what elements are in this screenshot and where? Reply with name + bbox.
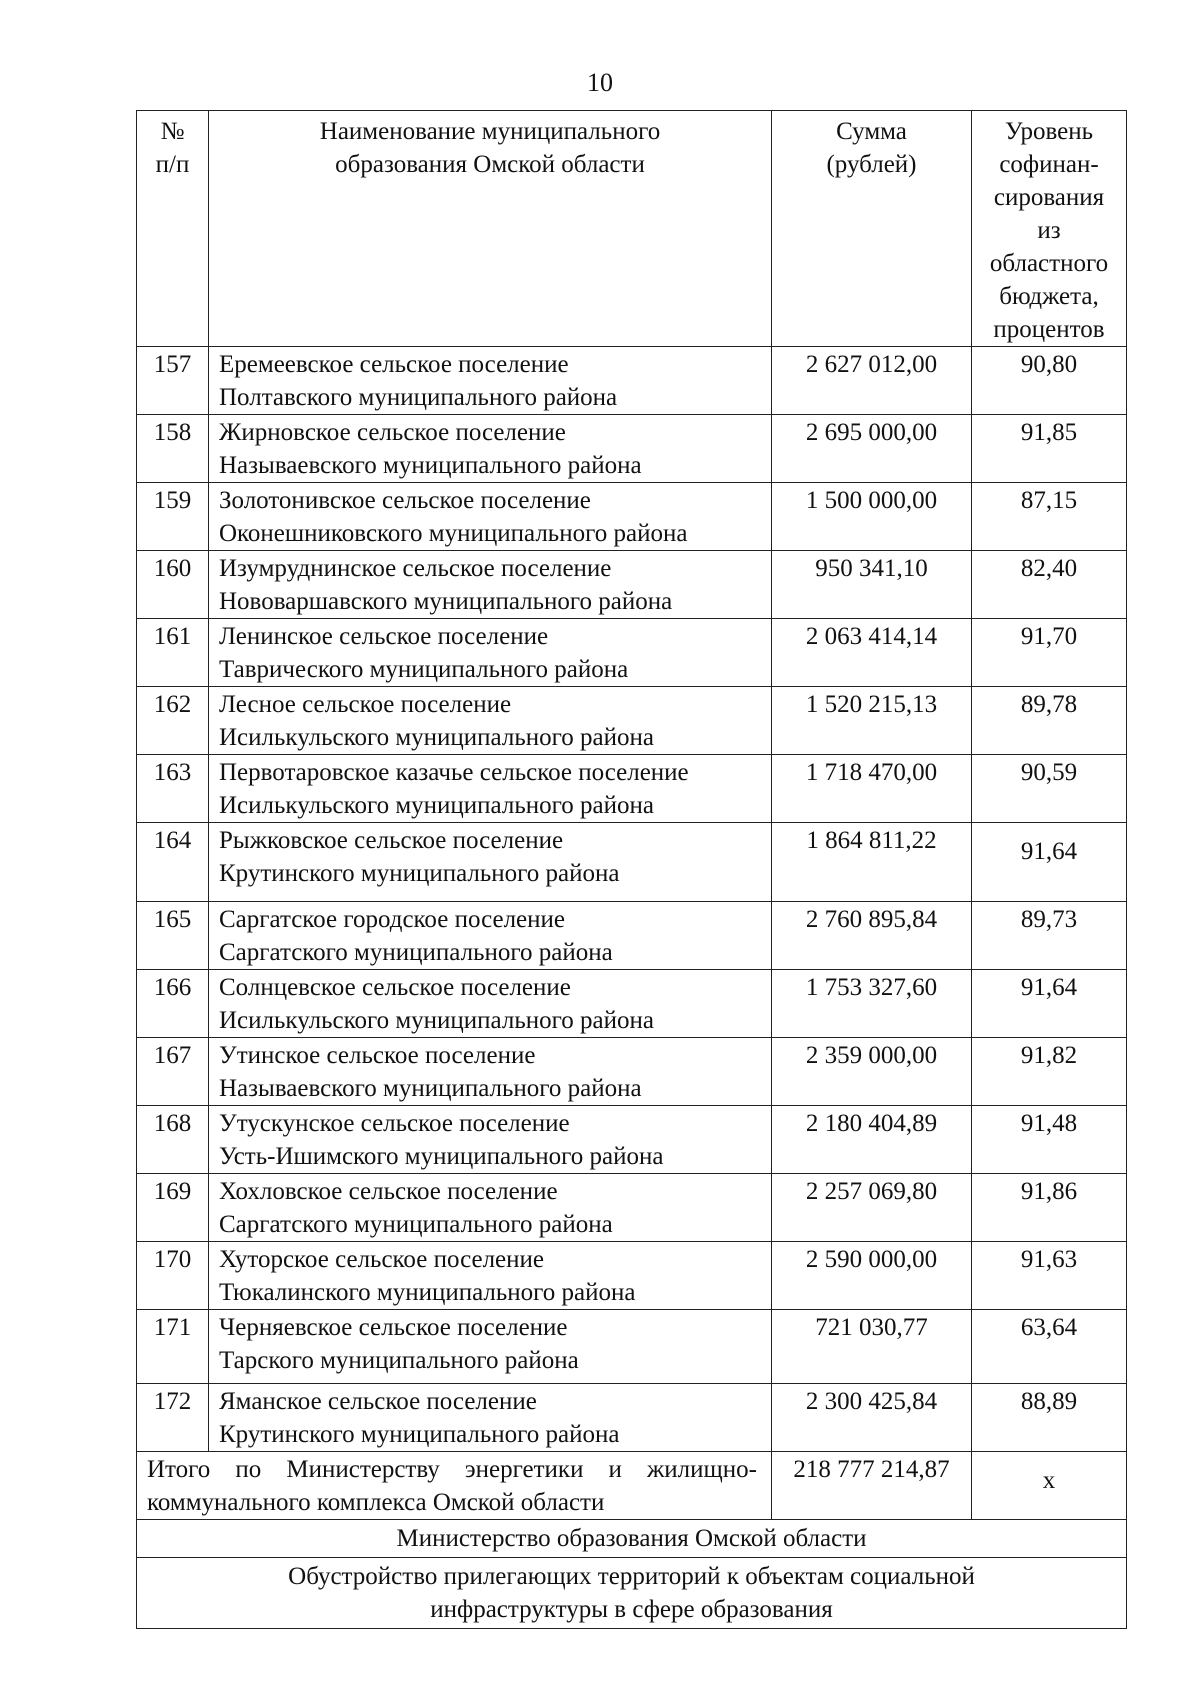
row-sum: 2 359 000,00 xyxy=(772,1038,972,1106)
row-number: 167 xyxy=(137,1038,209,1106)
total-label: Итого по Министерству энергетики и жилищно-коммунального комплекса Омской области xyxy=(137,1452,772,1520)
row-municipality xyxy=(209,347,772,415)
table-row xyxy=(137,687,1127,755)
header-cofinancing-line: из xyxy=(1037,217,1061,244)
row-number: 160 xyxy=(137,551,209,619)
row-number: 169 xyxy=(137,1174,209,1242)
row-sum: 2 627 012,00 xyxy=(772,347,972,415)
header-sum-line: Сумма xyxy=(836,118,907,145)
municipality-settlement: Рыжковское сельское поселение xyxy=(219,827,564,854)
table-row xyxy=(137,1106,1127,1174)
header-cofinancing-line: процентов xyxy=(993,316,1105,343)
row-number: 158 xyxy=(137,415,209,483)
table-row xyxy=(137,970,1127,1038)
municipality-settlement: Черняевское сельское поселение xyxy=(219,1314,568,1341)
table-row xyxy=(137,1038,1127,1106)
municipality-district: Исилькульского муниципального района xyxy=(219,724,654,751)
header-number-line: № xyxy=(160,118,185,145)
section-subtitle-row xyxy=(137,1558,1127,1629)
row-cofinancing: 88,89 xyxy=(972,1384,1127,1452)
row-municipality xyxy=(209,902,772,970)
row-sum: 1 520 215,13 xyxy=(772,687,972,755)
header-sum xyxy=(772,111,972,347)
table-row xyxy=(137,1242,1127,1310)
municipality-district: Крутинского муниципального района xyxy=(219,860,620,887)
row-cofinancing: 90,59 xyxy=(972,755,1127,823)
row-number: 168 xyxy=(137,1106,209,1174)
table-row xyxy=(137,1310,1127,1384)
total-cofinancing: x xyxy=(972,1452,1127,1520)
row-municipality xyxy=(209,1384,772,1452)
row-number: 162 xyxy=(137,687,209,755)
table-row xyxy=(137,551,1127,619)
municipality-settlement: Саргатское городское поселение xyxy=(219,906,566,933)
row-cofinancing: 91,63 xyxy=(972,1242,1127,1310)
row-cofinancing: 91,64 xyxy=(972,970,1127,1038)
row-cofinancing: 90,80 xyxy=(972,347,1127,415)
municipality-district: Исилькульского муниципального района xyxy=(219,1007,654,1034)
section-ministry-heading: Министерство образования Омской области xyxy=(137,1520,1127,1558)
row-municipality xyxy=(209,1310,772,1384)
municipality-district: Тюкалинского муниципального района xyxy=(219,1279,636,1306)
municipality-district: Саргатского муниципального района xyxy=(219,939,613,966)
row-number: 157 xyxy=(137,347,209,415)
row-municipality xyxy=(209,1038,772,1106)
row-cofinancing: 91,86 xyxy=(972,1174,1127,1242)
header-cofinancing-line: Уровень xyxy=(1004,118,1094,145)
municipality-district: Полтавского муниципального района xyxy=(219,384,618,411)
table-row xyxy=(137,755,1127,823)
municipality-district: Исилькульского муниципального района xyxy=(219,792,654,819)
municipality-district: Крутинского муниципального района xyxy=(219,1421,620,1448)
row-number: 165 xyxy=(137,902,209,970)
header-cofinancing-line: областного xyxy=(989,250,1109,277)
table-row xyxy=(137,415,1127,483)
row-sum: 1 864 811,22 xyxy=(772,823,972,902)
municipality-district: Оконешниковского муниципального района xyxy=(219,520,688,547)
municipality-district: Нововаршавского муниципального района xyxy=(219,588,673,615)
row-sum: 1 718 470,00 xyxy=(772,755,972,823)
row-sum: 2 257 069,80 xyxy=(772,1174,972,1242)
table-row xyxy=(137,619,1127,687)
row-municipality xyxy=(209,483,772,551)
row-municipality xyxy=(209,619,772,687)
row-municipality xyxy=(209,823,772,902)
header-name-line: Наименование муниципального xyxy=(319,118,661,145)
municipality-settlement: Яманское сельское поселение xyxy=(219,1388,537,1415)
row-municipality xyxy=(209,415,772,483)
row-cofinancing: 91,85 xyxy=(972,415,1127,483)
table-row xyxy=(137,1384,1127,1452)
row-cofinancing: 82,40 xyxy=(972,551,1127,619)
row-municipality xyxy=(209,687,772,755)
row-sum: 1 753 327,60 xyxy=(772,970,972,1038)
municipality-district: Таврического муниципального района xyxy=(219,656,629,683)
header-name xyxy=(209,111,772,347)
row-cofinancing: 89,78 xyxy=(972,687,1127,755)
municipality-settlement: Хуторское сельское поселение xyxy=(219,1246,544,1273)
municipality-settlement: Золотонивское сельское поселение xyxy=(219,487,591,514)
header-cofinancing xyxy=(972,111,1127,347)
table-row xyxy=(137,483,1127,551)
row-cofinancing: 91,48 xyxy=(972,1106,1127,1174)
header-sum-line: (рублей) xyxy=(826,151,917,178)
municipality-settlement: Первотаровское казачье сельское поселение xyxy=(219,759,689,786)
row-sum: 2 300 425,84 xyxy=(772,1384,972,1452)
row-sum: 721 030,77 xyxy=(772,1310,972,1384)
municipality-district: Тарского муниципального района xyxy=(219,1347,579,1374)
municipality-district: Усть-Ишимского муниципального района xyxy=(219,1143,664,1170)
row-number: 171 xyxy=(137,1310,209,1384)
table-row xyxy=(137,823,1127,902)
row-cofinancing: 89,73 xyxy=(972,902,1127,970)
header-number xyxy=(137,111,209,347)
section-ministry-row xyxy=(137,1520,1127,1558)
row-municipality xyxy=(209,551,772,619)
total-sum: 218 777 214,87 xyxy=(772,1452,972,1520)
row-number: 164 xyxy=(137,823,209,902)
allocation-table xyxy=(136,110,1127,1629)
row-cofinancing: 91,82 xyxy=(972,1038,1127,1106)
table-row xyxy=(137,1174,1127,1242)
row-number: 161 xyxy=(137,619,209,687)
row-sum: 2 590 000,00 xyxy=(772,1242,972,1310)
row-number: 159 xyxy=(137,483,209,551)
row-municipality xyxy=(209,1106,772,1174)
row-number: 163 xyxy=(137,755,209,823)
table-row xyxy=(137,347,1127,415)
header-cofinancing-line: бюджета, xyxy=(999,283,1099,310)
municipality-settlement: Изумруднинское сельское поселение xyxy=(219,555,612,582)
row-municipality xyxy=(209,1174,772,1242)
row-municipality xyxy=(209,755,772,823)
header-cofinancing-line: софинан- xyxy=(999,151,1099,178)
row-municipality xyxy=(209,970,772,1038)
row-sum: 1 500 000,00 xyxy=(772,483,972,551)
row-cofinancing: 63,64 xyxy=(972,1310,1127,1384)
header-number-line: п/п xyxy=(155,151,190,178)
municipality-settlement: Утинское сельское поселение xyxy=(219,1042,536,1069)
municipality-district: Называевского муниципального района xyxy=(219,452,642,479)
municipality-settlement: Ленинское сельское поселение xyxy=(219,623,549,650)
row-number: 166 xyxy=(137,970,209,1038)
row-sum: 2 760 895,84 xyxy=(772,902,972,970)
row-sum: 950 341,10 xyxy=(772,551,972,619)
table-row xyxy=(137,902,1127,970)
municipality-settlement: Лесное сельское поселение xyxy=(219,691,512,718)
row-number: 172 xyxy=(137,1384,209,1452)
row-sum: 2 695 000,00 xyxy=(772,415,972,483)
row-cofinancing: 87,15 xyxy=(972,483,1127,551)
municipality-settlement: Солнцевское сельское поселение xyxy=(219,974,571,1001)
municipality-district: Называевского муниципального района xyxy=(219,1075,642,1102)
row-cofinancing: 91,64 xyxy=(972,823,1127,902)
row-sum: 2 063 414,14 xyxy=(772,619,972,687)
row-municipality xyxy=(209,1242,772,1310)
header-cofinancing-line: сирования xyxy=(993,184,1105,211)
total-row xyxy=(137,1452,1127,1520)
row-number: 170 xyxy=(137,1242,209,1310)
municipality-settlement: Хохловское сельское поселение xyxy=(219,1178,558,1205)
municipality-district: Саргатского муниципального района xyxy=(219,1211,613,1238)
municipality-settlement: Утускунское сельское поселение xyxy=(219,1110,570,1137)
section-subtitle-heading: Обустройство прилегающих территорий к объектам социальной инфраструктуры в сфере образования xyxy=(137,1558,1127,1629)
row-cofinancing: 91,70 xyxy=(972,619,1127,687)
page-number: 10 xyxy=(587,68,613,97)
municipality-settlement: Жирновское сельское поселение xyxy=(219,419,566,446)
municipality-settlement: Еремеевское сельское поселение xyxy=(219,351,569,378)
header-name-line: образования Омской области xyxy=(335,151,645,178)
table-header-row xyxy=(137,111,1127,347)
row-sum: 2 180 404,89 xyxy=(772,1106,972,1174)
